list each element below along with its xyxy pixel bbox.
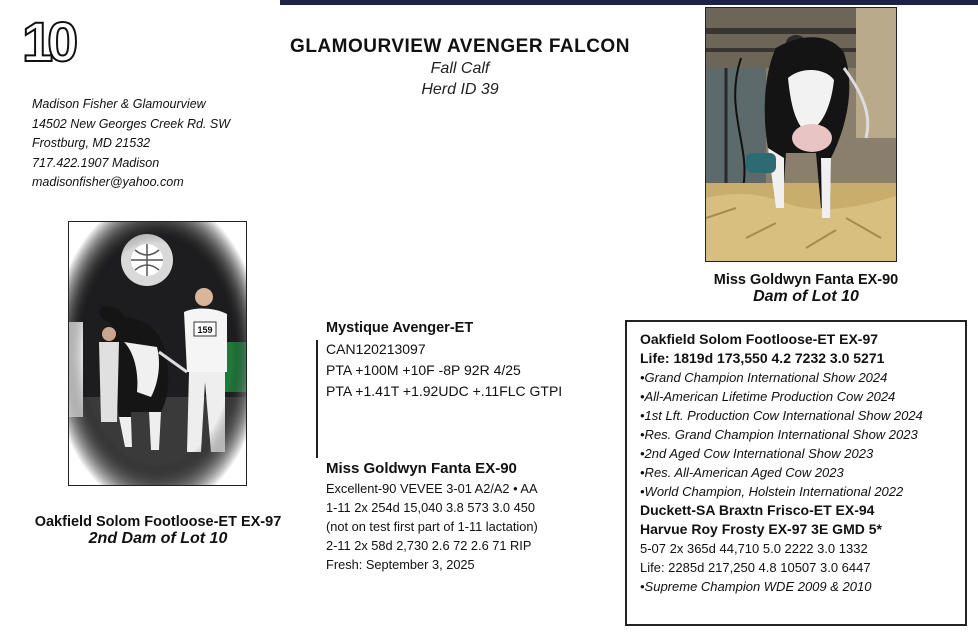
animal-name: GLAMOURVIEW AVENGER FALCON [290,36,630,57]
sire-pta-2: PTA +1.41T +1.92UDC +.11FLC GTPI [326,383,563,399]
honor-item: •Res. All-American Aged Cow 2023 [640,465,844,480]
herd-id: Herd ID 39 [421,81,499,98]
dam-record-2: 2-11 2x 58d 2,730 2.6 72 2.6 71 RIP [326,538,532,553]
honor-item: •All-American Lifetime Production Cow 2024 [640,389,896,404]
sire-info [326,318,562,402]
fourth-dam-life: Life: 2285d 217,250 4.8 10507 3.0 6447 [640,560,871,575]
pedigree-bracket [316,340,318,458]
top-rule-gap [0,0,280,5]
honor-item: •Res. Grand Champion International Show 2023 [640,427,918,442]
fourth-dam-record: 5-07 2x 365d 44,710 5.0 2222 3.0 1332 [640,541,868,556]
consignor-phone: 717.422.1907 Madison [32,155,160,170]
consignor-address: 14502 New Georges Creek Rd. SW [32,116,231,131]
second-dam-life: Life: 1819d 173,550 4.2 7232 3.0 5271 [640,350,885,366]
dam-photo [705,7,897,262]
title-block [240,36,680,100]
grand-dam-photo [68,221,247,486]
pedigree-box-content [640,330,923,596]
lot-number: 10 [22,10,73,73]
third-dam-name: Duckett-SA Braxtn Frisco-ET EX-94 [640,502,875,518]
dam-record-1: 1-11 2x 254d 15,040 3.8 573 3.0 450 [326,500,535,515]
grand-dam-caption-sub: 2nd Dam of Lot 10 [88,530,228,547]
consignor-city: Frostburg, MD 21532 [32,136,151,150]
dam-name: Miss Goldwyn Fanta EX-90 [326,460,517,477]
honor-item: •World Champion, Holstein International 2022 [640,484,904,499]
honor-item: •Supreme Champion WDE 2009 & 2010 [640,579,872,594]
dam-caption-name: Miss Goldwyn Fanta EX-90 [713,272,899,288]
grand-dam-photo-image [69,222,246,485]
sire-name: Mystique Avenger-ET [326,320,474,336]
honor-item: •1st Lft. Production Cow International Show 2024 [640,408,923,423]
honor-item: •2nd Aged Cow International Show 2023 [640,446,874,461]
sire-reg: CAN120213097 [326,341,426,357]
dam-info [326,459,538,574]
dam-record-note: (not on test first part of 1-11 lactation) [326,519,538,534]
grand-dam-caption-name: Oakfield Solom Footloose-ET EX-97 [34,514,282,530]
dam-photo-image [706,8,896,261]
consignor-email: madisonfisher@yahoo.com [32,175,184,189]
dam-caption-sub: Dam of Lot 10 [753,288,859,305]
dam-caption [690,272,922,306]
honor-item: •Grand Champion International Show 2024 [640,370,888,385]
consignor-info [32,95,230,193]
animal-class: Fall Calf [430,60,490,77]
dam-fresh-date: Fresh: September 3, 2025 [326,557,475,572]
sire-pta-1: PTA +100M +10F -8P 92R 4/25 [326,362,521,378]
second-dam-name: Oakfield Solom Footloose-ET EX-97 [640,331,879,347]
grand-dam-caption [10,514,306,548]
consignor-name: Madison Fisher & Glamourview [32,97,206,111]
dam-classification: Excellent-90 VEVEE 3-01 A2/A2 • AA [326,481,538,496]
fourth-dam-name: Harvue Roy Frosty EX-97 3E GMD 5* [640,521,882,537]
